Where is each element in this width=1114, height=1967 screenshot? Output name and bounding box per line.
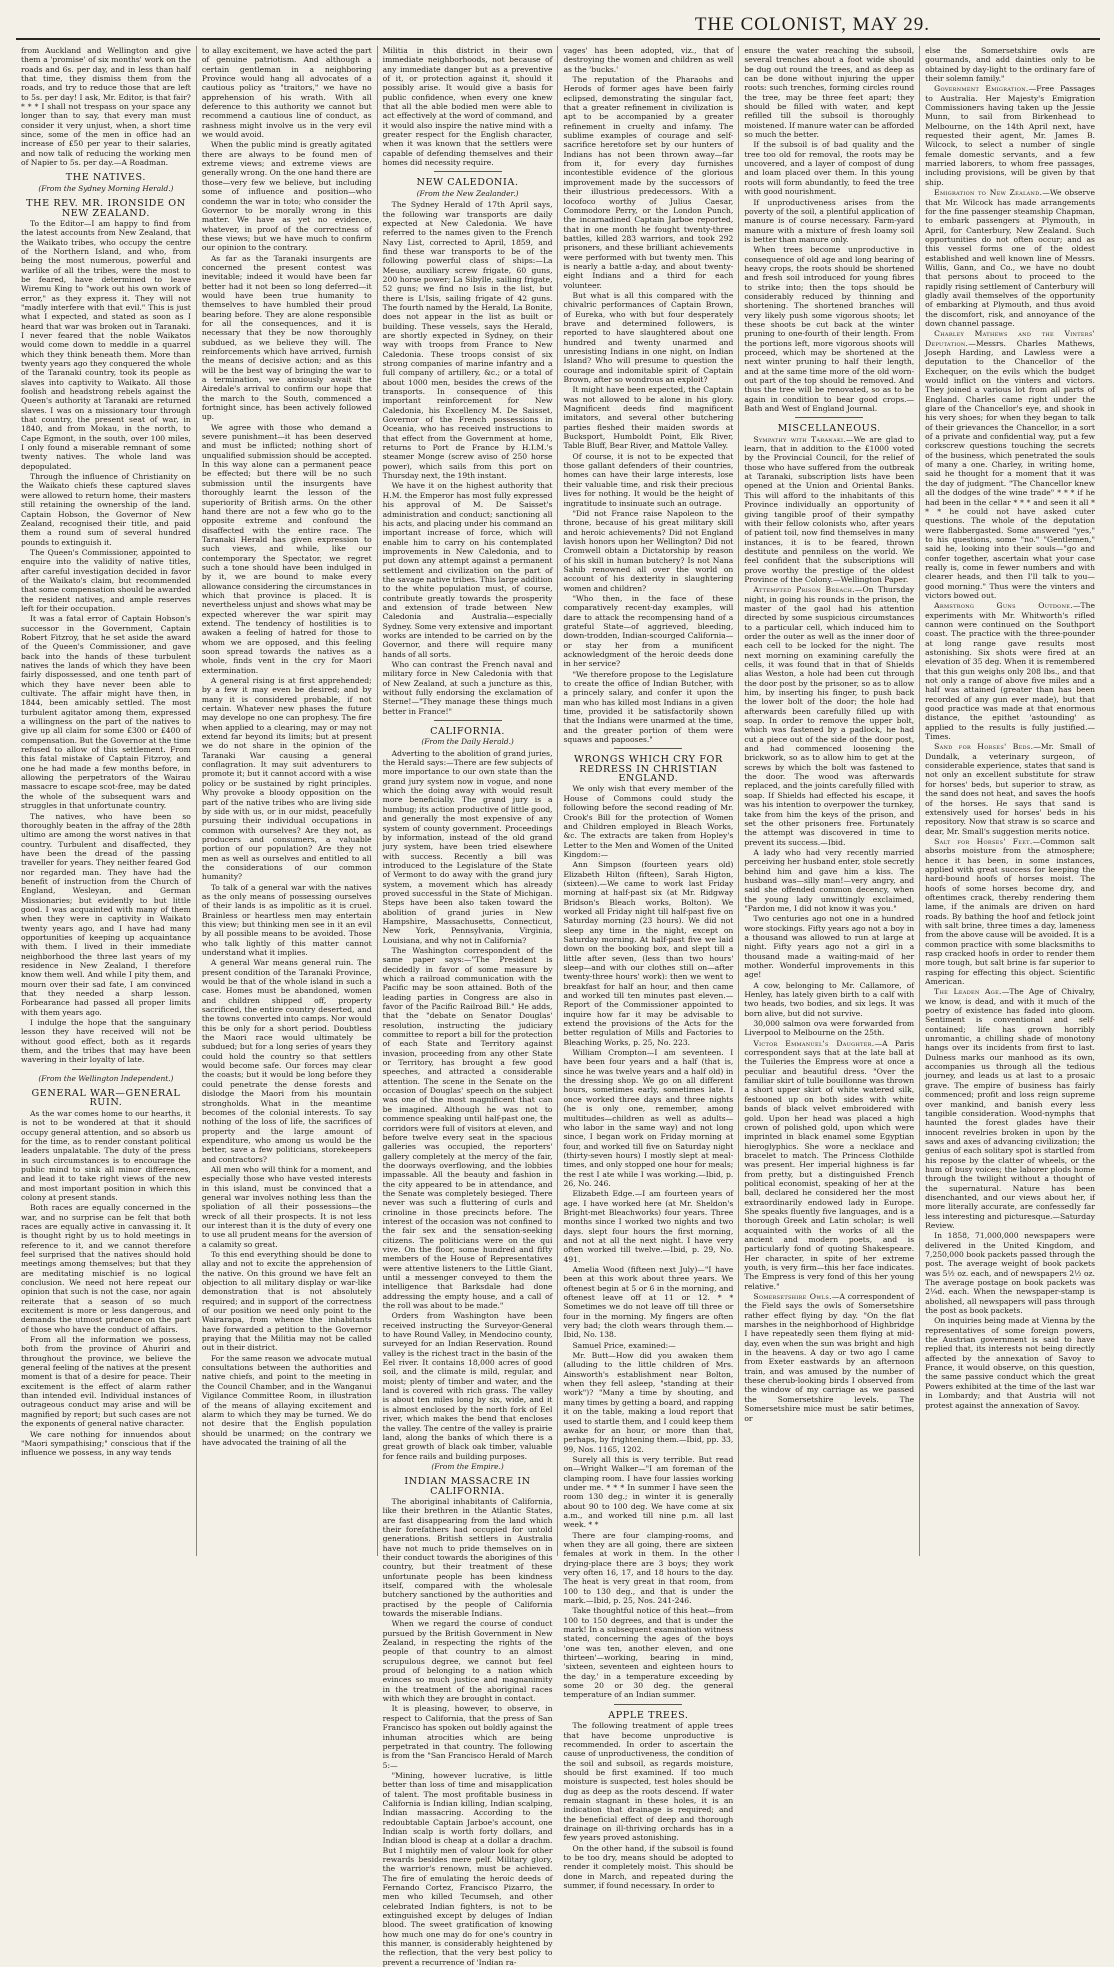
article-paragraph: "Mining, however lucrative, is little better than loss of time and misapplication of talent. The most profitable business in California is Indian killing, Indian scalping, Indian massacring. According to the redoubtable Captain Jarboe's account, one Indian scalp is worth forty dollars, and Indian blood is cheap at a dollar a drachm. But I mightily men of valour look for other rewards besides mere pelf. Military glory, the warrior's renown, must be achieved. The fire of emulating the heroic deeds of Fernando Cortez, Francisco Pizarro, the men who killed Tecumseh, and other celebrated Indian fighters, is not to be extinguished except by deluges of Indian blood. The sweet gratification of knowing how much one may do for one's country in this manner, is considerably heightened by the reflection, that the very best policy to prevent a recurrence of 'Indian ra- — [382, 1770, 553, 1967]
paragraph-text: —The Age of Chivalry, we know, is dead, and with it much of the poetry of existence has faded into gloom. Sentiment is conventional and self-contained; life has grown horribly unromantic, a chilling shade of monotony hangs over its incidents from first to last. Dulness marks our manhood as its own, accompanies us through all the tedious journey, and leads us at last to a prosaic grave. The empire of business has fairly commenced; profit and loss reign supreme over mankind, and banish every less tangible consideration. Wood-nymphs that haunted the forest glades have their innocent revelries broken in upon by the saws and axes of advancing civilization; the genius of each solitary spot is startled from his repose by the clatter of wheels, or the hum of busy voices; the laborer plods home through the twilight without a thought of the supernatural. Nature has been disenchanted, and our views about her, if more literally accurate, are confessedly far less interesting and picturesque.—Saturday Review. — [925, 987, 1095, 1230]
section-title: WRONGS WHICH CRY FOR REDRESS IN CHRISTIAN ENGLAND. — [573, 754, 723, 785]
article-paragraph — [925, 84, 1095, 187]
paragraph-text: —A correspondent of the Field says the owls of Somersetshire rather effect flying by day. "On the flat marshes in the neighborhood of Highbridge I have repeatedly seen them flying at mid-day, even when the sun was bright and high in the heavens. A day or two ago I came from Exeter eastwards by an afternoon train, and was amused by the number of these cherub-looking birds I observed from the window of my carriage as we passed the Somersetshire levels. The Somersetshire mice must be satir betimes, or — [744, 1292, 915, 1423]
paragraph-text: —Common salt absorbs moisture from the atmosphere; hence it has been, in some instances, applied with great success for keeping the hard-bound hoofs of horses moist. The hoofs of some horses become dry, and oftentimes crack, thereby rendering them lame, if the animals are driven on hard roads. By bathing the hoof and fetlock joint with salt brine, three times a day, lameness from the above cause will be avoided. It is a common practice with some blacksmiths to rasp cracked hoofs in order to render them more tough, but salt brine is far superior to rasping for effecting this object. Scientific American. — [925, 836, 1095, 987]
article-paragraph — [925, 329, 1095, 600]
article-paragraph: A general War means general ruin. The present condition of the Taranaki Province, would be that of the whole island in such a case. Homes must be abandoned, women and children shipped off, property sacrificed, the entire country deserted, and the towns converted into camps. Nor would this be only for a short period. Doubtless the Maori race would ultimately be subdued; but for a long series of years they could hold the country so that settlers would become safe. Our forces may clear the coasts; but it would be long before they could penetrate the dense forests and dislodge the Maori from his mountain strongholds. What in the meantime becomes of the colonial interests. To say nothing of the loss of life, the sacrifices of property and the large amount of expenditure, who among us would be the better, save a few politicians, storekeepers and contractors? — [201, 958, 372, 1164]
section-title: GENERAL WAR—GENERAL RUIN. — [31, 1088, 181, 1109]
source-credit: (From the Sydney Morning Herald.) — [38, 183, 174, 193]
column-2 — [197, 46, 378, 1556]
column-3 — [378, 46, 559, 1967]
article-paragraph: Surely all this is very terrible. But read on—Wright Walker—"I am foreman of the clamping room. I have four lassies working under me. * * * In summer I have seen the room 130 deg.; in winter it is generally about 90 to 100 deg. We have come at six a.m., and worked till nine p.m. all last week. * * — [563, 1454, 734, 1530]
article-paragraph: "Did not France raise Napoleon to the throne, because of his great military skill and heroic achievements? Did not England lavish honors upon her Wellington? Did not Cromwell obtain a Dictatorship by reason of his skill in human butchery? Is not Nana Sahib renowned all over the world on account of his dexterity in slaughtering women and children? — [563, 508, 734, 593]
article-paragraph: We have it on the highest authority that H.M. the Emperor has most fully expressed his approval of M. De Saisset's administration and conduct; sanctioning all his acts, and placing under his command an important increase of force, which will enable him to carry on his contemplated improvements in New Caledonia, and to put down any attempt against a permanent settlement and civilization on the part of the savage native tribes. This large addition to the white population must, of course, contribute greatly towards the prosperity and extension of trade between New Caledonia and Australia—especially Sydney. Some very extensive and important works are intended to be carried on by the Governor, and there will require many hands of all sorts. — [382, 481, 553, 659]
section-divider — [72, 1069, 140, 1070]
article-paragraph: To talk of a general war with the natives as the only means of possessing ourselves of their lands is as impolitic as it is cruel. Brainless or heartless men may entertain this view; but thinking men see in it an evil by all possible means to be avoided. Those who talk lightly of this matter cannot understand what it implies. — [201, 882, 372, 957]
paragraph-text: —We observe that Mr. Wilcock has made arrangements for the fine passenger steamship Chapman, to embark passengers at Plymouth, in April, for Canterbury, New Zealand. Such opportunities do not often occur; and as this vessel forms one of the oldest established and well known line of Messrs. Willis, Gann, and Co., we have no doubt that persons about to proceed to the rapidly rising settlement of Canterbury will gladly avail themselves of the opportunity of embarking at Plymouth, and thus avoid the discomfort, risk, and annoyance of the down channel passage. — [925, 188, 1095, 328]
section-title: THE REV. MR. IRONSIDE ON NEW ZEALAND. — [26, 198, 186, 219]
article-paragraph — [925, 601, 1095, 741]
article-paragraph — [744, 1039, 914, 1291]
article-paragraph — [744, 1292, 914, 1423]
article-paragraph — [744, 435, 914, 585]
article-paragraph — [925, 837, 1095, 987]
article-paragraph: The reputation of the Pharaohs and Herods of former ages have been fairly eclipsed, demonstrating the singular fact, that a greater refinement in civilization is apt to be accompanied by a greater refinement in cruelty and infamy. The sublime examples of courage and self-sacrifice heretofore set by our hunters of Indians has not been thrown away—far from it, for every day furnishes incontestible evidence of the glorious improvement made by the successors of their illustrious predecessors. With a locofoco worthy of Julius Caesar, Commodore Perry, or the London Punch, the incarnadined Captain Jarboe reported, that in one month he fought twenty-three battles, killed 283 warriors, and took 292 prisoners, and these brilliant achievements were performed with but twenty men. This is nearly a battle a-day, and about twenty-eight Indians and a third for each volunteer. — [563, 75, 734, 290]
article-paragraph: As the war comes home to our hearths, it is not to be wondered at that it should occupy general attention, and so absorb us for the time, as to render constant political leaders unpalatable. The duty of the press in such circumstances is to encourage the public mind to sink all minor differences, and lead it to take right views of the new and most important position in which this colony at present stands. — [21, 1108, 191, 1202]
article-paragraph — [925, 742, 1095, 835]
article-paragraph: The Washington correspondent of the same paper says:—"The President is decidedly in favor of some measure by which a railroad communication with the Pacific may be soon attained. Both of the leading parties in Congress are also in favor of the Pacific Railroad Bill." He adds, that the "debate on Senator Douglas' resolution, instructing the judiciary committee to report a bill for the protection of each State and Territory against invasion, proceeding from any other State or Territory, has brought a few good speeches, and attracted a considerable attention. The scene in the Senate on the occasion of Douglas' speech on the subject was one of the most magnificent that can be imagined. Although he was not to commence speaking until half-past one, the corridors were full of visitors at eleven, and before twelve every seat in the spacious galleries was occupied, the reporters' gallery completely at the mercy of the fair, the doorways overflowing, and the lobbies impassable. All the beauty and fashion in the city appeared to be in attendance, and the Senate was completely besieged. There never was such a fluttering of curls and crinoline in those precincts before. The interest of the occasion was not confined to the fair sex and the sensation-seeking citizens. The politicians were on the qui vive. On the floor, some hundred and fifty members of the House of Representatives were attentive listeners to the Little Giant, until a messenger conveyed to them the intelligence that Barksdale had done addressing the empty house, and a call of the roll was about to be made." — [382, 945, 553, 1311]
paragraph-text: —A Paris correspondent says that at the late ball at the Tuileries the Empress wore at once a peculiar and beautiful dress. "Over the familiar skirt of tulle bouillonne was thrown a short upper skirt of white watered silk, festooned up on both sides with white bands of black velvet embroidered with gold. Upon her head was placed a high crown of polished gold, upon which were imprinted in black enamel some Egyptian hieroglyphics. She wore a necklace and bracelet to match. The Princess Clothilde was present. Her imperial highness is far from pretty, but a distinguished French political economist, speaking of her at the ball, declared he considered her the most extraordinarily endowed lady in Europe. She speaks fluently five languages, and is a thorough Greek and Latin scholar; is well acquainted with the works of all the ancient and modern poets, and is particularly fond of quoting Shakespeare. Her character, in spite of her extreme youth, is very firm—this her face indicates. The Empress is very fond of this her young relative." — [744, 1038, 915, 1291]
article-paragraph: Take thoughtful notice of this heat—from 100 to 150 degrees, and that is under the mark! In a subsequent examination witness stated, concerning the ages of the boys 'one was ten, another eleven, and one thirteen'—working, bearing in mind, 'sixteen, seventeen and eighteen hours to the day,' in a temperature exceeding by some 20 or 30 deg. the general temperature of an Indian summer. — [563, 1606, 734, 1700]
paragraph-heading: Victor Emmanuel's Daughter. — [753, 1038, 875, 1048]
section-divider — [434, 720, 502, 721]
article-paragraph: As far as the Taranaki insurgents are concerned the present contest was inevitable; indeed it would have been far better had it not been so long deferred—it would have been true humanity to themselves to have humbled their proud bearing before. They are alone responsible for all the consequences, and it is necessary that they be now thoroughly subdued, as we believe they will. The reinforcements which have arrived, furnish the means of decisive action; and as this will be the best way of bringing the war to a termination, we anxiously await the Airedale's arrival to confirm our hope that the march to the South, commenced a fortnight since, has been actively followed up. — [201, 253, 372, 422]
article-paragraph: The aboriginal inhabitants of California, like their brethren in the Atlantic States, are fast disappearing from the land which their forefathers had occupied for untold generations. British settlers in Australia have not much to pride themselves on in their conduct towards the aborigines of this country, but their treatment of these unfortunate people has been kindness itself, compared with the wholesale butchery sanctioned by the authorities and practised by the people of California towards the miserable Indians. — [382, 1496, 553, 1619]
column-container — [16, 46, 1100, 1967]
paragraph-heading: Charley Mathews and the Vinters' Deputation. — [925, 329, 1095, 348]
article-paragraph: ensure the water reaching the subsoil, several trenches about a foot wide should be dug out round the trees, and as deep as can be done without injuring the upper roots: such trenches, forming circles round the tree, may be three feet apart; they should be filled with water, and kept refilled till the subsoil is thoroughly moistened. If manure water can be afforded so much the better. — [744, 46, 915, 140]
column-6 — [920, 46, 1100, 1556]
paragraph-heading: Attempted Prison Breach. — [753, 585, 855, 595]
article-paragraph: Orders from Washington have been received instructing the Surveyor-General to have Round Valley, in Mendocino county, surveyed for an Indian Reservation. Round valley is the richest tract in the basin of the Eel river. It contains 18,000 acres of good soil, and the climate is mild, regular, and moist; plenty of timber and water, and the land is covered with rich grass. The valley is about ten miles long by six, wide, and it is almost enclosed by the north fork of Eel river, which makes the bend that encloses the valley. The centre of the valley is prairie land, along the banks of which there is a great growth of black oak timber, valuable for fence rails and building purposes. — [382, 1311, 553, 1461]
article-paragraph: There are four clamping-rooms, and when they are all going, there are sixteen females at work in them. In the other drying-place there are 3 boys; they work very often 16, 17, and 18 hours to the day. The heat is very great in that room, from 100 to 130 deg., and that is under the mark.—Ibid, p. 25, Nos. 241-246. — [563, 1530, 734, 1606]
article-paragraph: Mr. Butt—How did you awaken them (alluding to the little children of Mrs. Ainsworth's establishment near Bolton, when they fell asleep, "standing at their work")? "Many a time by shouting, and many times by getting a board, and rapping it on the table, making a loud report that used to startle them, and I could keep them awake for an hour, or more than that, perhaps, by frightening them.—Ibid, pp. 33, 99, Nos. 1165, 1202. — [563, 1351, 734, 1454]
article-paragraph: When trees become unproductive in consequence of old age and long bearing of heavy crops, the roots should be shortened and fresh soil introduced for young fibres to strike into; then the tops should be considerably reduced by thinning and shortening. The shortened branches will very likely push some vigorous shoots; let these shoots be cut back at the winter pruning to one-fourth of their length. From the portions left, more vigorous shoots will proceed, which may be shortened at the next winter pruning to half their length, and at the same time more of the old worn-out part of the top should be removed. And thus the tree will be renovated, so as to be again in condition to bear good crops.—Bath and West of England Journal. — [744, 245, 915, 414]
paragraph-heading: Somersetshire Owls. — [753, 1292, 832, 1302]
article-paragraph: Samuel Price, examined:— — [572, 1340, 676, 1350]
article-paragraph — [925, 987, 1095, 1230]
article-paragraph: The Queen's Commissioner, appointed to enquire into the validity of native titles, after careful investigation decided in favor of the Waikato's claim, but recommended that some compensation should be awarded the resident natives, and ample reserves left for their occupation. — [21, 547, 191, 613]
article-paragraph: A lady who had very recently married perceiving her husband enter, stole secretly behind him and gave him a kiss. The husband was—silly man!—very angry, and said she offended common decency, when the young lady unwittingly exclaimed, "Pardon me, I did not know it was you." — [744, 847, 915, 913]
article-paragraph: Militia in this district in their own immediate neighborhoods, not because of any immediate danger but as a preventive of it, or protection against it, should it possibly arise. It would give a basis for public confidence, when every one knew that all the able bodied men were able to act effectively at the word of command, and it would also inspire the native mind with a greater respect for the English character, when it was known that the settlers were capable of defending themselves and their homes did necessity require. — [382, 46, 553, 168]
article-paragraph: from Auckland and Wellington and give them a 'promise' of six months' work on the roads and 6s. per day, and in less than half that time, they dismiss them from the roads, and try to reduce those that are left to 5s. per day! I ask, Mr. Editor, is that fair? * * * I shall not trespass on your space any longer than to say, that every man must consider it very unjust, when, a short time since, some of the men in office had an increase of £50 per year to their salaries, and now talk of reducing the working men of Napier to 5s. per day.—A Roadman. — [21, 46, 191, 168]
source-credit: (From the Wellington Independent.) — [38, 1073, 174, 1083]
article-paragraph: vages' has been adopted, viz., that of destroying the women and children as well as the 'bucks.' — [563, 46, 734, 74]
article-paragraph: Amelia Wood (fifteen next July)—"I have been at this work about three years. We oftenest begin at 5 or 6 in the morning, and oftenest leave off at 11 or 12. * * Sometimes we do not leave off till three or four in the morning. My fingers are often very bad; the cloth wears through them.—Ibid, No. 138. — [563, 1265, 734, 1340]
article-paragraph: We care nothing for innuendos about "Maori sympathising;" conscious that if the influence we possess, in any way tends — [21, 1429, 191, 1458]
column-1 — [16, 46, 197, 1556]
section-divider — [614, 1704, 682, 1705]
running-title: THE COLONIST, MAY 29. — [694, 14, 930, 35]
masthead — [16, 8, 1100, 40]
paragraph-heading: Armstrong Guns Outdone. — [934, 601, 1073, 611]
article-paragraph: Of course, it is not to be expected that those gallant defenders of their countries, homes can have their large interests, lose their valuable time, and risk their precious lives for nothing. It would be the height of ingratitude to insinuate such an outrage. — [563, 451, 734, 508]
article-paragraph: Adverting to the abolition of grand juries, the Herald says:—There are few subjects of more importance to our own state than the grand jury system now in vogue, and none which the doing away with would result more beneficially. The grand jury is a humbug; its action productive of little good, and generally the most expensive of any system of county government. Proceedings by information, instead of the old grand jury system, have been tried elsewhere with success. Recently a bill was introduced to the Legislature of the State of Vermont to do away with the grand jury system, a movement which has already proved successful in the State of Michigan. Steps have been also taken toward the abolition of grand juries in New Hampshire, Massachusetts, Connecticut, New York, Pennsylvania, Virginia, Louisiana, and why not in California? — [382, 748, 553, 945]
article-paragraph: Ann Simpson (fourteen years old) Elizabeth Hilton (fifteen), Sarah Higton, (sixteen).—We came to work last Friday morning at half-past six (at Mr. Ridgway Bridson's Bleach works, Bolton). We worked all Friday night till half-past five on Saturday morning (23 hours). We did not sleep any time in the night, except on Saturday morning. At half-past five we laid down on the booking box, and slept till a little after seven, (less than two hours' sleep—and with our clothes still on—after twenty-three hours' work): then we went to breakfast for half an hour, and then came and worked till ten minutes past eleven.—Report of the Commissioner appointed to inquire how far it may be advisable to extend the provisions of the Acts for the better regulation of Mills and Factories to Bleaching Works, p. 25, No. 223. — [563, 860, 734, 1047]
section-title: MISCELLANEOUS. — [777, 423, 881, 435]
article-paragraph: The following treatment of apple trees that have become unproductive is recommended. In order to ascertain the cause of unproductiveness, the condition of the soil and subsoil, as regards moisture, should be first examined. If too much moisture is suspected, test holes should be dug as deep as the roots descend. If water remain stagnant in these holes, it is an indication that drainage is required; and the beneficial effect of deep and thorough drainage on ill-thriving orchards has in a few years proved astonishing. — [563, 1721, 734, 1843]
article-paragraph — [925, 188, 1095, 328]
article-paragraph: A general rising is at first apprehended; by a few it may even be desired; and by many it is considered probable, if not certain. Whatever new phases the future may develope no one can prophesy. The fire when applied to a clearing, may or may not extend far beyond its limits; but at present we do not share in the opinion of the Taranaki War causing a general conflagration. It may suit adventurers to promote it; but it cannot accord with a wise policy or be sustained by right principles. Why provoke a bloody opposition on the part of the native tribes who are living side by side with us, or in our midst, peacefully pursuing their individual occupations in common with ourselves? Are they not, as producers and consumers, a valuable portion of our population? Are they not men as well as ourselves and entitled to all the considerations of our common humanity? — [201, 676, 372, 882]
section-title: NEW CALEDONIA. — [416, 177, 519, 189]
article-paragraph: It was a fatal error of Captain Hobson's successor in the Government, Captain Robert Fitzroy, that he set aside the award of the Queen's Commissioner, and gave back into the hands of these turbulent natives the lands of which they have been fairly dispossessed, and one tenth part of which they have never been able to cultivate. The affair might have then, in 1844, been amicably settled. The most turbulent agitator among them, expressed a willingness on the part of the natives to give up all claim for some £300 or £400 of compensation. But the Governor at the time refused to allow of this settlement. From this fatal mistake of Captain Fitzroy, and one he had made a few months before, in allowing the perpetrators of the Wairau massacre to escape scot-free, may be dated the whole of the subsequent wars and struggles in that unfortunate country. — [21, 614, 191, 811]
article-paragraph: Through the influence of Christianity on the Waikato chiefs these captured slaves were allowed to return home, their masters still retaining the ownership of the land. Captain Hobson, the Governor of New Zealand, recognised their title, and paid them a round sum of several hundred pounds to extinguish it. — [21, 472, 191, 547]
article-paragraph: The natives, who have been so thoroughly beaten in the affray of the 28th ultimo are among the worst natives in that country. Turbulent and disaffected, they have been the dread of the passing traveller for years. They neither feared God nor regarded man. They have had the benefit of instruction from the Church of England, Wesleyan, and German Missionaries; but evidently to but little good. I was acquainted with many of them when they were in captivity in Waikato twenty years ago, and I have had many opportunities of keeping up acquaintance with them. I lived in their immediate neighborhood the three last years of my residence in New Zealand, I therefore know them well. And while I pity them, and mourn over their sad fate, I am convinced that they needed a sharp lesson. Forbearance had passed all proper limits with them years ago. — [21, 811, 191, 1017]
article-paragraph: On the other hand, if the subsoil is found to be too dry, means should be adopted to render it completely moist. This should be done in March, and repeated during the summer, if found necessary. In order to — [563, 1843, 734, 1890]
paragraph-heading: Salt for Horses' Feet. — [934, 836, 1033, 846]
article-paragraph: If the subsoil is of bad quality and the tree too old for removal, the roots may be uncovered, and a layer of compost of dung and loam placed over them. In this young roots will form abundantly, to feed the tree with good nourishment. — [744, 140, 915, 197]
article-paragraph: I indulge the hope that the sanguinary lesson they have received will not be without good effect, both as it regards them, and the tribes that may have been wavering in their loyalty of late. — [21, 1018, 191, 1065]
article-paragraph: 30,000 salmon ova were forwarded from Liverpool to Melbourne on the 25th. — [744, 1019, 915, 1038]
article-paragraph: else the Somersetshire owls are gourmands, and add dainties only to be obtained by day-light to the ordinary fare of their solemn family." — [925, 46, 1095, 84]
source-credit: (From the Empire.) — [431, 1461, 504, 1471]
section-title: APPLE TREES. — [608, 1709, 689, 1721]
article-paragraph: A cow, belonging to Mr. Callamore, of Henley, has lately given birth to a calf with two heads, two bodies, and six legs. It was born alive, but did not survive. — [744, 980, 915, 1018]
article-paragraph: It is pleasing, however, to observe, in respect to California, that the press of San Francisco has spoken out boldly against the inhuman atrocities which are being perpetrated in that country. The following is from the "San Francisco Herald of March 5:— — [382, 1704, 553, 1770]
article-paragraph: Elizabeth Edge.—I am fourteen years of age. I have worked here (at Mr. Sheldon's Bright-met Bleachworks) four years. Three months since I worked two nights and two days. slept four hours the first morning, and not at all the next night. I have very often worked till twelve.—Ibid, p. 29, No. 491. — [563, 1189, 734, 1264]
article-paragraph: From all the information we possess, both from the province of Ahuriri and throughout the province, we believe the general feeling of the natives at the present moment is that of a desire for peace. Their excitement is the effect of alarm rather than intended evil. Individual instances of outrageous conduct may arise and will be magnified by report; but such cases are not the exponents of general native character. — [21, 1335, 191, 1429]
article-paragraph: "Who then, in the face of these comparatively recent-day examples, will dare to attack the recompensing hand of a grateful State—of aggrieved, bleeding, down-trodden, Indian-scourged California—or stay her from a munificent acknowledgment of the heroic deeds done in her service? — [563, 593, 734, 669]
paragraph-text: —On Thursday night, in going his rounds in the prison, the master of the gaol had his attention directed by some suspicious circumstances to a particular cell, which induced him to order the outer as well as the inner door of each cell to be locked for the night. The next morning on examining carefully the cells, it was found that in that of Shields alias Weston, a hole had been cut through the door post by the prisoner, so as to allow him, by inserting his finger, to push back the lower bolt of the door; the hole had afterwards been carefully filled up with soap. In order to remove the upper bolt, which was fastened by a padlock, he had cut a piece out of the side of the door post, and had commenced loosening the brickwork, so as to allow him to get at the screws by which the bolt was fastened to the door. The wood was afterwards replaced, and the joints carefully filled with soap. If Shields had effected his escape, it was his intention to overpower the turnkey, take from him the keys of the prison, and set the other prisoners free. Fortunately the attempt was discovered in time to prevent its success.—Ibid. — [744, 585, 915, 847]
article-paragraph: If unproductiveness arises from the poverty of the soil, a plentiful application of manure is of course necessary. Farm-yard manure with a mixture of fresh loamy soil is better than manure only. — [744, 197, 915, 244]
paragraph-heading: The Leaden Age. — [934, 987, 1002, 997]
column-5 — [739, 46, 920, 1556]
article-paragraph: To this end everything should be done to allay and not to excite the apprehension of the native. On this ground we have felt an objection to all military display or war-like demonstration that is not absolutely required; and in support of the correctness of our position we need only point to the Wairarapa, from whence the inhabitants have forwarded a petition to the Governor praying that the Militia may not be called out in their district. — [201, 1250, 372, 1353]
article-paragraph: William Crompton—I am seventeen. I have been four years and a half (that is, since he was twelve years and a half old) in the dressing shop. We go on all different hours, sometimes early, sometimes late. I once worked three days and three nights (he is only one, remember, among multitudes—children as well as adults—who labor in the same way) and not long since, I began work on Friday morning at four, and worked till five on Saturday night (thirty-seven hours) I mostly slept at meal-times, and only stopped one hour for meals; the rest I ate while I was working.—Ibid, p. 26, No. 246. — [563, 1048, 734, 1188]
section-divider — [795, 417, 863, 418]
article-paragraph: We agree with those who demand a severe punishment—it has been deserved and must be inflicted; nothing short of unqualified submission should be accepted. In this way alone can a permanent peace be effected; but there will be no such submission until the insurgents have thoroughly learnt the lesson of the superiority of British arms. On the other hand there are not a few who go to the opposite extreme and confound the disaffected with the entire race. The Taranaki Herald has given expression to such views, and while, like our contemporary the Spectator, we regret such a tone should have been indulged in by it, we are bound to make every allowance considering the circumstances in which that province is placed. It is nevertheless unjust and shows what may be expected wherever the war spirit may extend. The tendency of hostilities is to awaken a feeling of hatred for those to whom we are opposed, and this feeling soon spread towards the natives as a whole, finds vent in the cry for Maori extermination. — [201, 422, 372, 675]
column-4 — [558, 46, 739, 1890]
source-credit: (From the New Zealander.) — [416, 188, 519, 198]
article-paragraph: to allay excitement, we have acted the part of genuine patriotism. And although a certain gentleman in a neighboring Province would hang all advocates of a cautious policy as "traitors," we have no apprehension of his wrath. With all deference to this authority we cannot but recommend a cautious line of conduct, as rashness might involve us in the very evil we would avoid. — [201, 46, 372, 140]
article-paragraph: It might have been expected, the Captain was not allowed to be alone in his glory. Magnificent deeds find magnificent imitators, and several other butchering parties fleshed their maiden swords at Bucksport, Humboldt Point, Elk River, Table Bluff, Bear River, and Mattole Valley. — [563, 385, 734, 451]
article-paragraph: To the Editor—I am happy to find from the latest accounts from New Zealand, that the Waikato tribes, who occupy the centre of the Northern Island, and who, from being the most numerous, powerful and warlike of all the tribes, were the most to be feared, have determined to leave Wiremu King to "work out his own work of error," as they express it. They will not "madly interfere with that evil." This is just what I expected, and stated as soon as I heard that war was broken out in Taranaki. I never feared that the noble Waikatos would come down to meddle in a quarrel which they think beneath them. More than twenty years ago they conquered the whole of the Taranaki country, took its people as slaves into captivity to Waikato. All those foolish and headstrong rebels against the Queen's authority at Taranaki are returned slaves. I was on a missionary tour through that country, the present seat of war, in 1840, and from Mokau, in the north, to Cape Egmont, in the south, over 100 miles, I only found a miserable remnant of some twenty natives. The whole land was depopulated. — [21, 218, 191, 471]
source-credit: (From the Daily Herald.) — [421, 737, 514, 747]
paragraph-text: —Free Passages to Australia. Her Majesty's Emigration Commissioners having taken up the Jessie Munn, to sail from Birkenhead to Melbourne, on the 14th April next, have requested their agent, Mr. James B. Wilcock, to select a number of single female domestic servants, and a few married laborers, to whom free passages, including provisions, will be given by that ship. — [925, 84, 1095, 187]
paragraph-text: —Messrs. Charles Mathews, Joseph Harding, and Lawless were a deputation to the Chancellor of the Exchequer, on the evils which the budget would inflict on the vinters and victors. They joined a various lot from all parts of England. Charles came right under the glare of the Chancellor's eye, and shook in his very shoes; for when they began to talk of their grievances the Chancellor, in a sort of a private and confidential way, put a few corkscrew questions touching the secrets of the business, which penetrated the souls of many a one. Charley, in writing home, said he thought for a moment that it was the day of judgment. "The Chancellor knew all the dodges of the wine trade" * * * if he had been in the cellar * * * and seen it all * * * he could not have asked cuter questions. The whole of the deputation were flabbergasted. Some answered "yes," to his questions, some "no." "Gentlemen," said he, looking into their souls—"go and confer together, ascertain what your case really is, come in fewer numbers and with clearer heads, and then I'll talk to you—good morning." Thus were the vinters and victors bowed out. — [925, 338, 1095, 600]
article-paragraph: On inquiries being made at Vienna by the representatives of some foreign powers, the Austrian government is said to have replied that, its interests not being directly affected by the annexation of Savoy to France, it would observe, on this question, the same passive conduct which the great Powers exhibited at the time of the last war in Lombardy; and that Austria will not protest against the annexation of Savoy. — [925, 1316, 1095, 1410]
article-paragraph: Both races are equally concerned in the war, and no surprise can be felt that both races are equally active in canvassing it. It is thought right by us to hold meetings in reference to it, and we cannot therefore feel surprised that the natives should hold meetings among themselves; but that they are meditating mischief is no logical conclusion. We need not here repeat our opinion that such is not the case, nor again reiterate that a season of so much excitement is more or less dangerous, and demands the utmost prudence on the part of those who have the conduct of affairs. — [21, 1203, 191, 1334]
article-paragraph: All men who will think for a moment, and especially those who have vested interests in this island, must be convinced that a general war involves nothing less than the spoliation of all their possessions—the wreck of all their prospects. It is not less our interest than it is the duty of every one to use all prudent means for the aversion of a calamity so great. — [201, 1164, 372, 1249]
paragraph-heading: Government Emigration. — [934, 84, 1029, 94]
article-paragraph: The Sydney Herald of 17th April says, the following war transports are daily expected at New Caledonia. We have referred to the names given to the French Navy List, corrected to April, 1859, and find these war transports to be of the following powerful class of ships:—La Meuse, auxiliary screw frigate, 60 guns, 200 horse power; La Sibylle, sailing frigate, 52 guns; we find no Isis in the list, but there is L'Isis, sailing frigate of 42 guns. The fourth named by the Herald, La Bonite, does not appear in the list as built or building. These vessels, says the Herald, are shortly expected in Sydney, on their way with troops from France to New Caledonia. These troops consist of six strong companies of marine infantry and a full company of artillery, &c.; or a total of about 1000 men, besides the crews of the transports. In consequence of this important reinforcement for New Caledonia, his Excellency M. De Saisset, Governor of the French possessions in Oceania, who has received instructions to that effect from the Government at home, returns to Port de France by H.I.M.'s steamer Monge (screw aviso of 250 horse power), which sails from this port on Thursday next, the 19th instant. — [382, 200, 553, 481]
section-title: CALIFORNIA. — [430, 726, 506, 738]
article-paragraph: For the same reason we advocate mutual consultations between the authorities and native chiefs, and point to the meeting in the Council Chamber, and in the Wanganui Vigilance Committee Room, in illustration of the means of allaying excitement and alarm to which they may be turned. We do not desire that the English population should be unarmed; on the contrary we have advocated the training of all the — [201, 1353, 372, 1447]
section-title: THE NATIVES. — [65, 172, 147, 184]
paragraph-heading: Sand for Horses' Beds. — [934, 742, 1034, 752]
article-paragraph — [744, 585, 914, 847]
article-paragraph: But what is all this compared with the chivalric performances of Captain Brown, of Eureka, who with but four desperately brave and determined followers, is reported to have slaughtered about one hundred and twenty unarmed and unresisting Indians in one night, on Indian Island? Who will presume to question the courage and indomitable spirit of Captain Brown, after so wondrous an exploit? — [563, 290, 734, 385]
article-paragraph: "We therefore propose to the Legislature to create the office of Indian Butcher, with a princely salary, and confer it upon the man who has killed most Indians in a given time, provided it be satisfactorily shown that the Indians were unarmed at the time, and the greater portion of them were squaws and papooses." — [563, 669, 734, 745]
article-paragraph: Two centuries ago not one in a hundred wore stockings. Fifty years ago not a boy in a thousand was allowed to run at large at night. Fifty years ago not a girl in a thousand made a waiting-maid of her mother. Wonderful improvements in this age! — [744, 914, 915, 980]
section-divider — [614, 748, 682, 749]
paragraph-text: —The experiments with Mr. Whitworth's rifled cannon were continued on the Southport coast. The practice with the three-pounder at long range gave results most astonishing. Six shots were fired at an elevation of 35 deg. When it is remembered that this gun weighs only 208 lbs., and that not only a range of above five miles and a half was attained (greater than has been recorded of any gun ever made), but that good practice was made at that enormous distance, the epithet 'astounding' as applied to the results is fully justified.—Times. — [925, 601, 1095, 742]
article-paragraph: Who can contrast the French naval and military force in New Caledonia with that of New Zealand, at such a juncture as this, without fully endorsing the exclamation of Sterne!—"They manage these things much better in France!" — [382, 660, 553, 716]
paragraph-heading: Emigration to New Zealand. — [934, 188, 1043, 198]
paragraph-text: —We are glad to learn, that in addition to the £1000 voted by the Provincial Council, for the relief of those who have suffered from the outbreak at Taranaki, subscription lists have been opened at the Union and Oriental Banks. This will afford to the inhabitants of this Province individually an opportunity of giving tangible proof of their sympathy with their fellow colonists who, after years of patient toil, now find themselves in many instances, it is to be feared, thrown destitute and penniless on the world. We feel confident that the subscriptions will prove worthy the prestige of the oldest Province of the Colony.—Wellington Paper. — [744, 434, 915, 584]
section-title: INDIAN MASSACRE IN CALIFORNIA. — [404, 1476, 531, 1497]
paragraph-text: —Mr. Small of Dundalk, a veterinary surgeon, of considerable experience, states that sand is not only an excellent substitute for straw for horses' beds, but superior to straw, as the sand does not heat, and saves the hoofs of the horses. He says that sand is extensively used for horses' beds in his repository. Now that straw is so scarce and dear, Mr. Small's suggestion merits notice. — [925, 742, 1095, 836]
article-paragraph: When the public mind is greatly agitated there are always to be found men of extreme views; and extreme views are generally wrong. On the one hand there are those—very few we believe, but including some of influence and position—who condemn the war in toto; who consider the Governor to be morally wrong in this matter. We have as yet no evidence, whatever, in proof of the correctness of these views; but we have much to confirm our opinion to the contrary. — [201, 140, 372, 253]
article-paragraph: When we regard the course of conduct pursued by the British Government in New Zealand, in respecting the rights of the people of that country to an almost scrupulous degree, we cannot but feel proud of belonging to a nation which evinces so much justice and magnanimity in the treatment of the aboriginal races with which they are brought in contact. — [382, 1619, 553, 1704]
article-paragraph: In 1858, 71,000,000 newspapers were delivered in the United Kingdom, and 7,250,000 book packets passed through the post. The average weight of book packets was 5½ oz. each, and of newspapers 2½ oz. The average postage on book packets was 2¼d. each. When the newspaper-stamp is abolished, all newspapers will pass through the post as book packets. — [925, 1231, 1095, 1316]
article-paragraph: We only wish that every member of the House of Commons could study the following before the second reading of Mr. Crook's Bill for the protection of Women and Children employed in Bleach Works, &c. The extracts are taken from Hopley's Letter to the Men and Women of the United Kingdom:— — [563, 784, 734, 859]
paragraph-heading: Sympathy with Taranaki. — [753, 434, 846, 444]
section-divider — [434, 171, 502, 172]
